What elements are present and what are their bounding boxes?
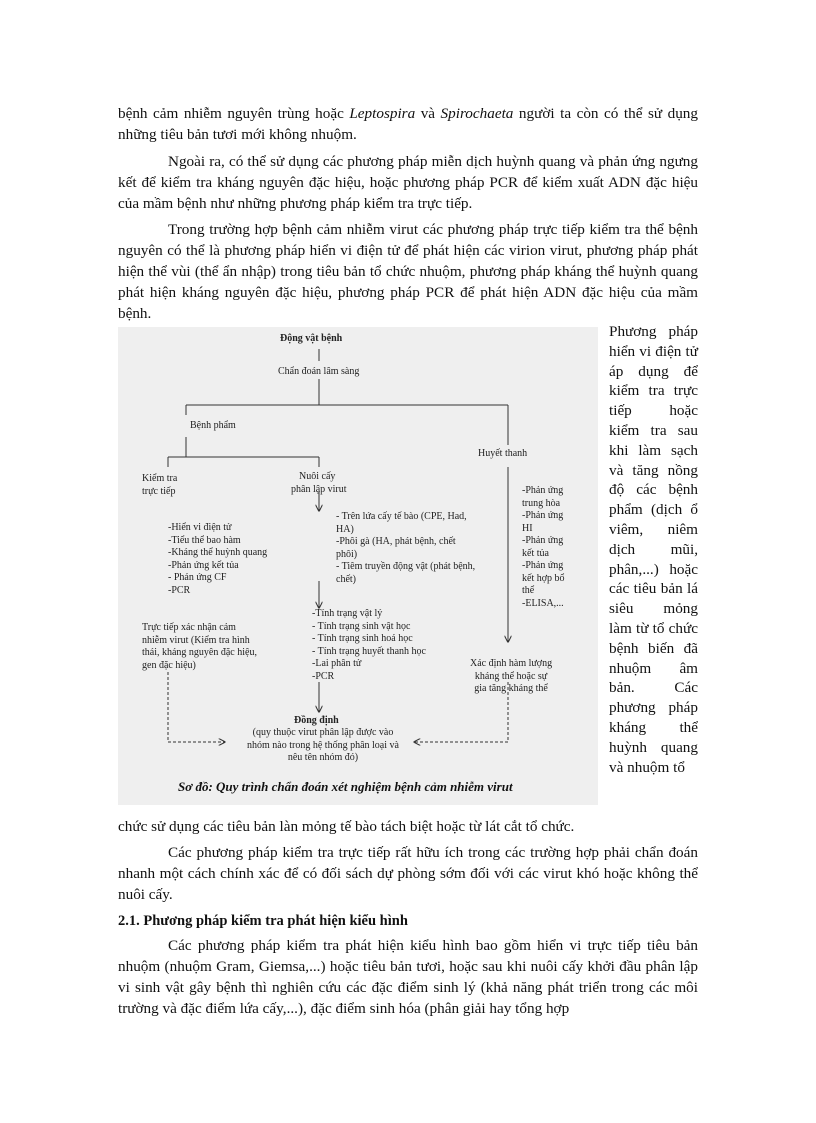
node-direct-result (142, 622, 257, 672)
identification-note-line: (quy thuộc virut phân lập được vào (252, 727, 394, 738)
culture-line-1: Nuôi cấy (299, 471, 336, 482)
list-direct-methods (168, 522, 267, 597)
identification-note-line: nhóm nào trong hệ thống phân loại và (247, 739, 399, 751)
culture-method: phôi) (336, 548, 358, 560)
serum-result-line: Xác định hàm lượng (470, 658, 553, 669)
culture-property: -Tính trạng vật lý (312, 608, 383, 619)
paragraph-2: Ngoài ra, có thể sử dụng các phương pháp miễn dịch huỳnh quang và phản ứng ngưng kết để kiểm tra kháng nguyên đặc hiệu, hoặc phương pháp PCR để kiểm xuất ADN đặc hiệu của mầm bệnh như những phương pháp kiểm tra trực tiếp. (118, 153, 698, 212)
p1-text-a: bệnh cảm nhiễm nguyên trùng hoặc (118, 105, 350, 122)
culture-method: - Tiêm truyền động vật (phát bệnh, (336, 561, 476, 572)
node-direct-test (142, 473, 177, 498)
p1-italic-spirochaeta: Spirochaeta (440, 105, 514, 122)
identification-note (225, 727, 421, 765)
direct-method: -Hiển vi điện tử (168, 522, 232, 533)
culture-property: -PCR (312, 670, 335, 682)
direct-result-line: thái, kháng nguyên đặc hiệu, (142, 647, 257, 658)
direct-method: -PCR (168, 584, 191, 596)
direct-method: -Phản ứng kết tủa (168, 559, 239, 571)
culture-property: - Tính trạng huyết thanh học (312, 645, 426, 657)
identification-note-line: nêu tên nhóm đó) (287, 752, 359, 763)
culture-method: -Phôi gà (HA, phát bệnh, chết (336, 536, 456, 547)
culture-method: chết) (336, 573, 356, 585)
culture-method: HA) (336, 523, 354, 535)
direct-result-line: Trực tiếp xác nhận cảm (142, 622, 236, 633)
section-heading: 2.1. Phương pháp kiểm tra phát hiện kiểu hình (118, 913, 408, 929)
serum-method: trung hòa (522, 497, 561, 509)
paragraph-5: Các phương pháp kiểm tra trực tiếp rất hữu ích trong các trường hợp phải chẩn đoán nhanh một cách chính xác để có đối sách dự phòng sớm đối với các virut khó hoặc không thể nuôi cấy. (118, 844, 698, 903)
paragraph-6: Các phương pháp kiểm tra phát hiện kiểu hình bao gồm hiển vi trực tiếp tiêu bản nhuộm (nhuộm Gram, Giemsa,...) hoặc tiêu bản tươi, hoặc sau khi nuôi cấy khởi đầu phân lập vi sinh vật gây bệnh thì nghiên cứu các đặc điểm sinh lý (khả năng phát triển trong các môi trường và đặc điểm lứa cấy,...), đặc điểm sinh hóa (phân giải hay tổng hợp (118, 937, 698, 1017)
culture-line-2: phân lập virut (291, 483, 347, 495)
p1-italic-leptospira: Leptospira (349, 105, 416, 122)
direct-result-line: nhiễm virut (Kiểm tra hình (142, 634, 250, 646)
serum-method: kết tủa (522, 547, 549, 559)
figure-caption: Sơ đồ: Quy trình chẩn đoán xét nghiệm bệnh cảm nhiễm virut (178, 779, 513, 794)
p1-text-c: người ta còn có thể sử dụng những tiêu bản tươi mới không nhuộm. (118, 105, 698, 143)
node-identification: Đồng định (294, 715, 339, 726)
serum-method: -Phản ứng (522, 535, 564, 546)
list-culture-methods (336, 511, 475, 586)
node-serum: Huyết thanh (478, 448, 528, 459)
paragraph-3: Trong trường hợp bệnh cảm nhiễm virut các phương pháp trực tiếp kiểm tra thể bệnh nguyên có thể là phương pháp hiển vi điện tử để phát hiện các virion virut, phương pháp phát hiện thể vùi (thể ẩn nhập) trong tiêu bản tổ chức nhuộm, phương pháp kháng thể huỳnh quang phát hiện kháng nguyên đặc hiệu, phương pháp PCR để phát hiện ADN đặc hiệu của mầm bệnh. (118, 221, 698, 322)
serum-result-line: gia tăng kháng thể (474, 683, 548, 694)
serum-method: kết hợp bổ (522, 572, 565, 584)
culture-property: -Lai phân tử (312, 658, 362, 669)
culture-property: - Tính trạng sinh vật học (312, 620, 411, 632)
culture-method: - Trên lứa cấy tế bào (CPE, Had, (336, 511, 467, 522)
serum-result-line: kháng thể hoặc sự (474, 670, 548, 682)
direct-test-line-1: Kiểm tra (142, 473, 178, 484)
paragraph-4: chức sử dụng các tiêu bản làn mỏng tế bào tách biệt hoặc từ lát cắt tổ chức. (118, 818, 575, 835)
serum-method: HI (522, 522, 533, 534)
direct-method: -Kháng thể huỳnh quang (168, 547, 268, 558)
node-sick-animal: Động vật bệnh (280, 333, 343, 344)
direct-method: - Phản ứng CF (168, 572, 227, 583)
serum-method: -ELISA,... (522, 597, 564, 609)
node-specimen: Bệnh phẩm (190, 420, 236, 431)
direct-method: -Tiểu thể bao hàm (168, 534, 241, 546)
serum-method: -Phản ứng (522, 560, 564, 571)
diagnosis-flow-diagram (118, 327, 598, 805)
serum-method: -Phản ứng (522, 510, 564, 521)
direct-test-line-2: trực tiếp (142, 485, 176, 497)
paragraph-1 (118, 103, 698, 145)
p1-text-b: và (415, 105, 441, 122)
list-serum-methods (522, 485, 565, 610)
list-culture-properties (312, 608, 426, 683)
serum-method: -Phản ứng (522, 485, 564, 496)
node-culture (291, 471, 347, 496)
culture-property: - Tính trạng sinh hoá học (312, 633, 413, 644)
node-clinical-diagnosis: Chẩn đoán lâm sàng (278, 366, 360, 377)
serum-method: thể (522, 585, 535, 596)
direct-result-line: gen đặc hiệu) (142, 659, 196, 671)
side-paragraph: Phương pháp hiển vi điện tử áp dụng để kiểm tra trực tiếp hoặc kiểm tra sau khi làm sạch và tăng nồng độ các bệnh phẩm (dịch ổ viêm, niêm dịch mũi, phân,...) hoặc các tiêu bản lá siêu mỏng làm từ tổ chức bệnh biến đã nhuộm âm bản. Các phương pháp kháng thể huỳnh quang và nhuộm tổ (609, 323, 698, 776)
node-serum-result (470, 658, 552, 696)
